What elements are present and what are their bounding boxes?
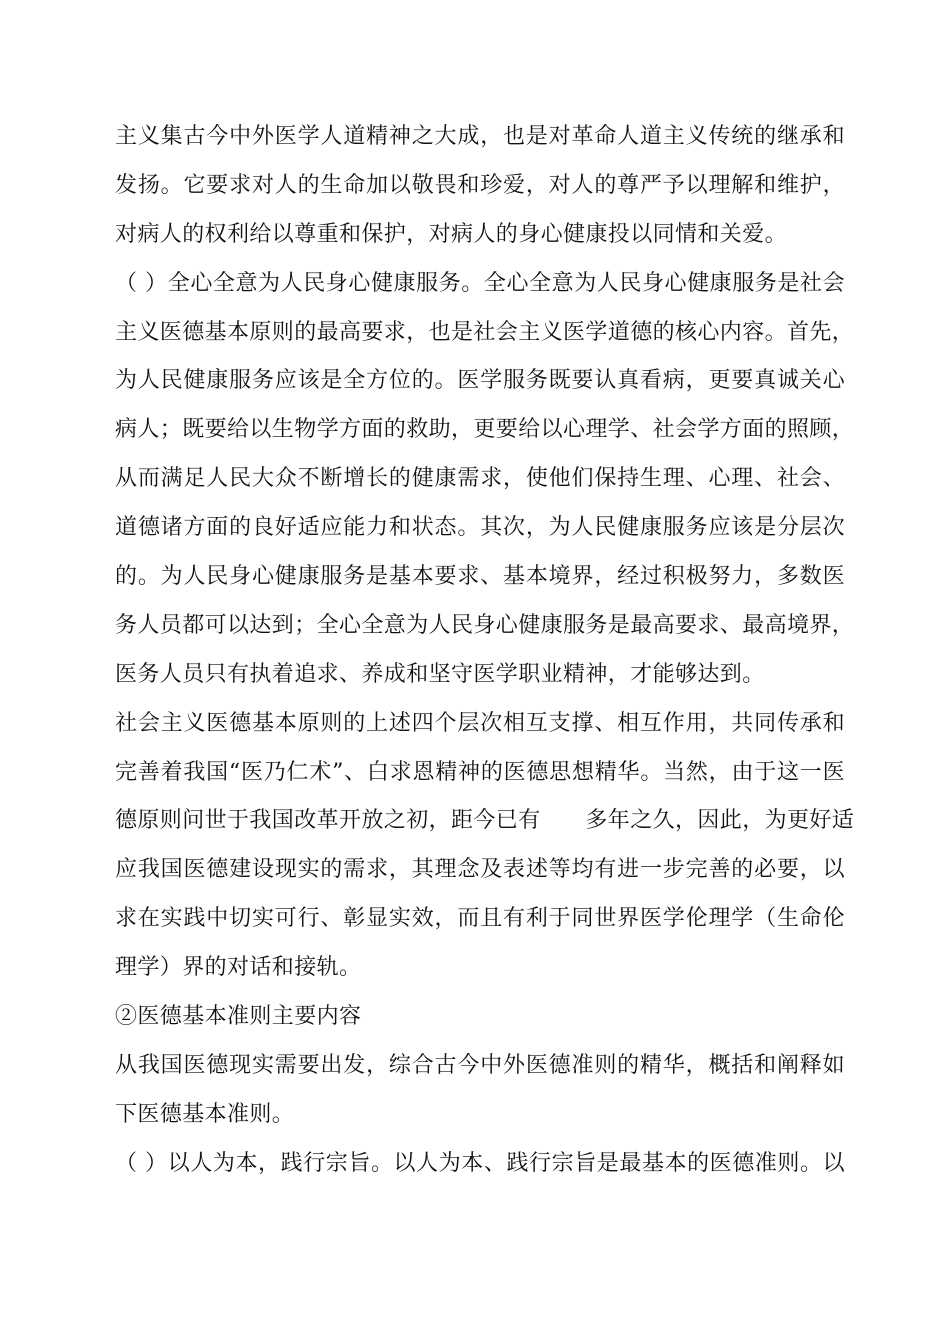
text-line: （ ）全心全意为人民身心健康服务。全心全意为人民身心健康服务是社会 — [115, 270, 845, 296]
text-line: 病人；既要给以生物学方面的救助，更要给以心理学、社会学方面的照顾， — [115, 417, 855, 443]
text-line: 的。为人民身心健康服务是基本要求、基本境界，经过积极努力，多数医 — [115, 564, 845, 590]
text-line: （ ）以人为本，践行宗旨。以人为本、践行宗旨是最基本的医德准则。以 — [115, 1150, 845, 1176]
text-line: 理学）界的对话和接轨。 — [115, 955, 362, 981]
text-line: 从而满足人民大众不断增长的健康需求，使他们保持生理、心理、社会、 — [115, 466, 845, 492]
text-line: 医务人员只有执着追求、养成和坚守医学职业精神，才能够达到。 — [115, 661, 765, 687]
text-line: 为人民健康服务应该是全方位的。医学服务既要认真看病，更要真诚关心 — [115, 368, 845, 394]
text-line: 对病人的权利给以尊重和保护，对病人的身心健康投以同情和关爱。 — [115, 221, 788, 247]
text-line: 应我国医德建设现实的需求，其理念及表述等均有进一步完善的必要，以 — [115, 857, 845, 883]
text-line: 从我国医德现实需要出发，综合古今中外医德准则的精华，概括和阐释如 — [115, 1052, 845, 1078]
text-line: 社会主义医德基本原则的上述四个层次相互支撑、相互作用，共同传承和 — [115, 710, 845, 736]
document-text-body — [115, 118, 855, 1194]
text-line: 道德诸方面的良好适应能力和状态。其次，为人民健康服务应该是分层次 — [115, 515, 845, 541]
text-line: 完善着我国“医乃仁术”、白求恩精神的医德思想精华。当然，由于这一医 — [115, 759, 845, 785]
text-line: 主义医德基本原则的最高要求，也是社会主义医学道德的核心内容。首先， — [115, 319, 855, 345]
text-line: ②医德基本准则主要内容 — [115, 1004, 362, 1030]
text-line: 务人员都可以达到；全心全意为人民身心健康服务是最高要求、最高境界， — [115, 612, 855, 638]
text-line: 发扬。它要求对人的生命加以敬畏和珍爱，对人的尊严予以理解和维护， — [115, 172, 845, 198]
text-line: 德原则问世于我国改革开放之初，距今已有 多年之久，因此，为更好适 — [115, 808, 855, 834]
text-line: 下医德基本准则。 — [115, 1101, 295, 1127]
text-line: 求在实践中切实可行、彰显实效，而且有利于同世界医学伦理学（生命伦 — [115, 906, 845, 932]
text-line: 主义集古今中外医学人道精神之大成，也是对革命人道主义传统的继承和 — [115, 124, 845, 149]
